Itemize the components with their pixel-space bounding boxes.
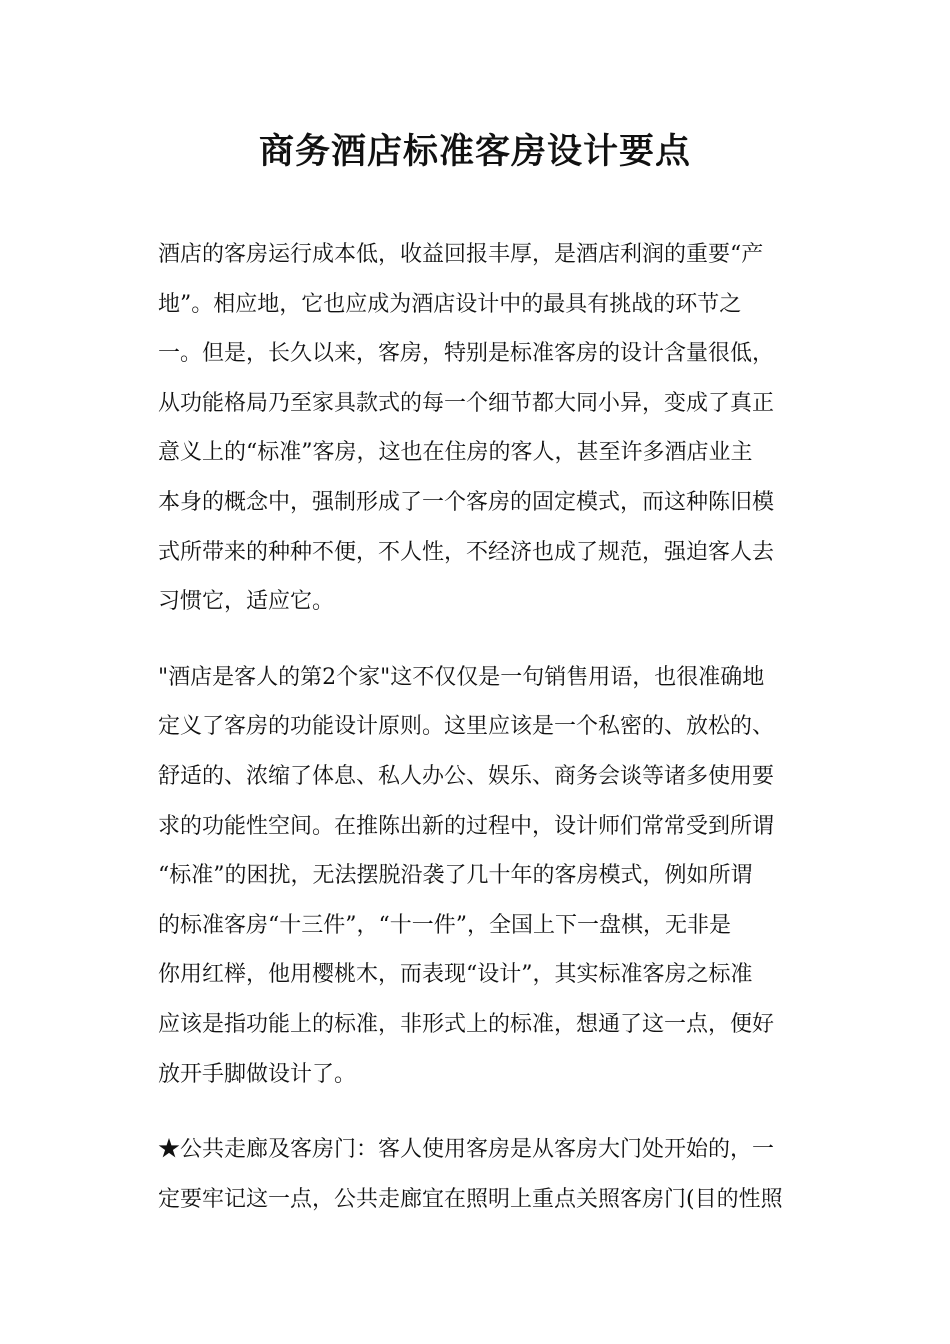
text-line: 舒适的、浓缩了体息、私人办公、娱乐、商务会谈等诸多使用要 bbox=[158, 763, 775, 789]
text-line: 你用红榉，他用樱桃木，而表现“设计”，其实标准客房之标准 bbox=[158, 962, 753, 988]
text-line: 定要牢记这一点，公共走廊宜在照明上重点关照客房门(目的性照 bbox=[158, 1186, 783, 1212]
text-line: 酒店的客房运行成本低，收益回报丰厚，是酒店利润的重要“产 bbox=[158, 242, 764, 267]
document-body bbox=[158, 230, 798, 1250]
text-line: 求的功能性空间。在推陈出新的过程中，设计师们常常受到所谓 bbox=[158, 813, 775, 839]
text-line: 一。但是，长久以来，客房，特别是标准客房的设计含量很低， bbox=[158, 341, 775, 367]
text-line: 的标准客房“十三件”，“十一件”，全国上下一盘棋，无非是 bbox=[158, 912, 731, 938]
paragraph-second-home bbox=[158, 653, 798, 1099]
text-line: 定义了客房的功能设计原则。这里应该是一个私密的、放松的、 bbox=[158, 714, 775, 740]
text-line: 习惯它，适应它。 bbox=[158, 589, 335, 615]
text-line: 式所带来的种种不便，不人性，不经济也成了规范，强迫客人去 bbox=[158, 539, 775, 565]
text-line: 应该是指功能上的标准，非形式上的标准，想通了这一点，便好 bbox=[158, 1011, 775, 1037]
text-line: 本身的概念中，强制形成了一个客房的固定模式，而这种陈旧模 bbox=[158, 489, 775, 515]
paragraph-intro bbox=[158, 230, 798, 627]
paragraph-corridor bbox=[158, 1125, 798, 1224]
text-line: 放开手脚做设计了。 bbox=[158, 1061, 357, 1087]
text-line: "酒店是客人的第2个家"这不仅仅是一句销售用语，也很准确地 bbox=[158, 664, 765, 690]
document-title: 商务酒店标准客房设计要点 bbox=[258, 131, 691, 172]
text-line: 从功能格局乃至家具款式的每一个细节都大同小异，变成了真正 bbox=[158, 390, 775, 416]
text-line: “标准”的困扰，无法摆脱沿袭了几十年的客房模式，例如所谓 bbox=[158, 863, 753, 889]
text-line: 意义上的“标准”客房，这也在住房的客人，甚至许多酒店业主 bbox=[158, 440, 753, 466]
text-line: 地”。相应地，它也应成为酒店设计中的最具有挑战的环节之 bbox=[158, 291, 742, 317]
text-line: ★公共走廊及客房门：客人使用客房是从客房大门处开始的，一 bbox=[158, 1137, 775, 1163]
